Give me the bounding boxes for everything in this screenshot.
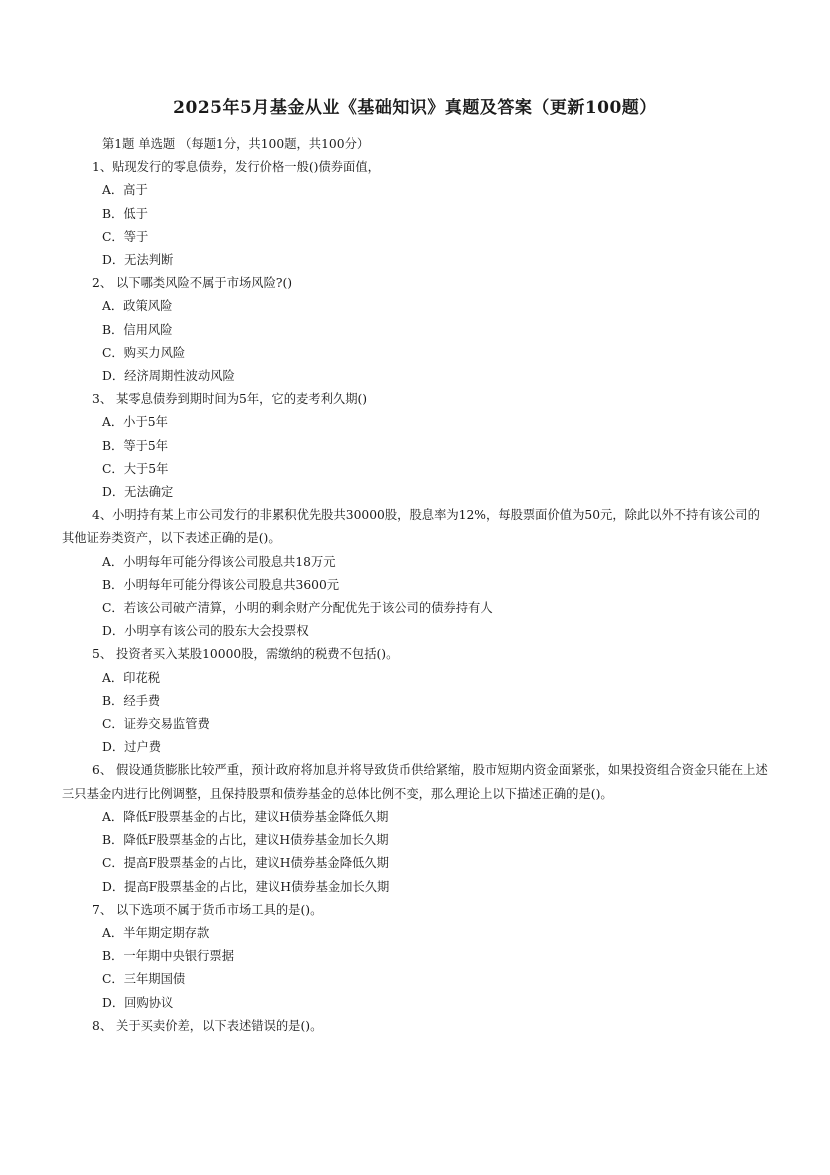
question-option: A．降低F股票基金的占比，建议H债券基金降低久期 xyxy=(102,809,389,824)
question-stem: 1、贴现发行的零息债券，发行价格一般()债券面值， xyxy=(92,160,380,175)
question-stem: 3、 某零息债券到期时间为5年，它的麦考利久期() xyxy=(92,392,368,407)
question-option: C．提高F股票基金的占比，建议H债券基金降低久期 xyxy=(102,856,389,871)
question-option: D．小明享有该公司的股东大会投票权 xyxy=(102,624,309,639)
question-option: B．降低F股票基金的占比，建议H债券基金加长久期 xyxy=(102,833,389,848)
question-option: B．经手费 xyxy=(102,693,161,708)
question-stem: 6、 假设通货膨胀比较严重，预计政府将加息并将导致货币供给紧缩，股市短期内资金面紧张，如果投资组合资金只能在上述三只基金内进行比例调整，且保持股票和债券基金的总体比例不变，那么理论上以下描述正确的是()。 xyxy=(62,763,768,801)
question-option: D．无法确定 xyxy=(102,485,174,500)
question-option: C．三年期国债 xyxy=(102,972,186,987)
question-option: C．证券交易监管费 xyxy=(102,717,210,732)
question-option: D．提高F股票基金的占比，建议H债券基金加长久期 xyxy=(102,879,390,894)
question-stem: 8、 关于买卖价差，以下表述错误的是()。 xyxy=(92,1018,323,1033)
question-option: B．低于 xyxy=(102,206,148,221)
question-option: B．等于5年 xyxy=(102,438,169,453)
question-option: C．等于 xyxy=(102,229,149,244)
question-option: A．小于5年 xyxy=(102,415,168,430)
question-option: A．政策风险 xyxy=(102,299,173,314)
question-option: D．回购协议 xyxy=(102,995,174,1010)
question-option: D．过户费 xyxy=(102,740,162,755)
document-title: 2025年5月基金从业《基础知识》真题及答案（更新100题） xyxy=(173,98,657,118)
question-option: A．小明每年可能分得该公司股息共18万元 xyxy=(102,554,336,569)
question-option: A．高于 xyxy=(102,183,148,198)
question-option: C．大于5年 xyxy=(102,461,169,476)
question-option: B．一年期中央银行票据 xyxy=(102,949,235,964)
question-option: B．小明每年可能分得该公司股息共3600元 xyxy=(102,577,340,592)
question-stem: 5、 投资者买入某股10000股，需缴纳的税费不包括()。 xyxy=(92,647,399,662)
question-option: C．若该公司破产清算，小明的剩余财产分配优先于该公司的债券持有人 xyxy=(102,601,493,616)
section-heading: 第1题 单选题 （每题1分，共100题，共100分） xyxy=(102,137,370,151)
question-option: D．经济周期性波动风险 xyxy=(102,369,235,384)
question-option: A．印花税 xyxy=(102,670,161,685)
question-stem: 7、 以下选项不属于货币市场工具的是()。 xyxy=(92,902,323,917)
document-body xyxy=(62,133,772,1038)
question-option: A．半年期定期存款 xyxy=(102,925,210,940)
question-option: C．购买力风险 xyxy=(102,345,186,360)
question-option: D．无法判断 xyxy=(102,253,174,268)
question-stem: 2、 以下哪类风险不属于市场风险?() xyxy=(92,276,293,291)
question-stem: 4、小明持有某上市公司发行的非累积优先股共30000股，股息率为12%，每股票面价值为50元，除此以外不持有该公司的其他证券类资产，以下表述正确的是()。 xyxy=(62,508,760,546)
question-option: B．信用风险 xyxy=(102,322,173,337)
